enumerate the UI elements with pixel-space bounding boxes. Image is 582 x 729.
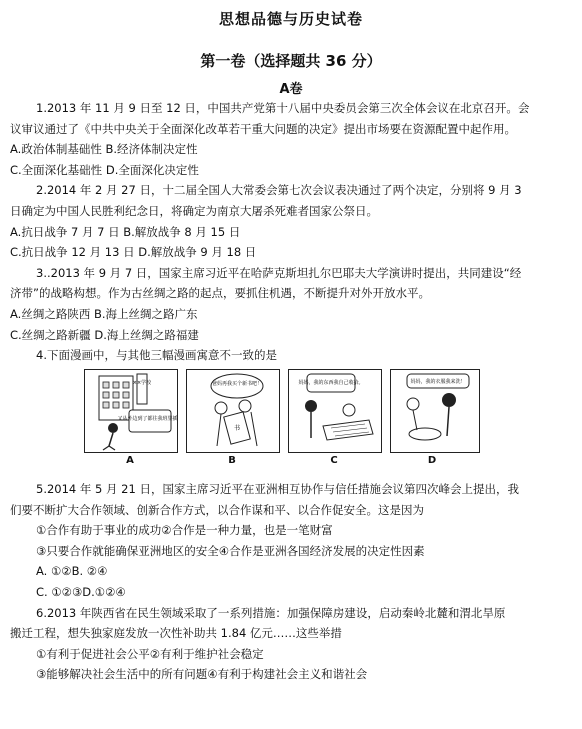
q5-options-ab: A. ①②B. ②④ — [36, 564, 108, 579]
q6-stem-line2: 搬迁工程，想失独家庭发放一次性补助共 1.84 亿元……这些举措 — [10, 626, 342, 641]
cartoon-c-label: C — [330, 455, 338, 466]
questions-top — [10, 98, 576, 366]
cartoon-c-bubble: 妈妈，我的东西我自己收拾。 — [298, 380, 364, 386]
q3-options-ab: A.丝绸之路陕西 B.海上丝绸之路广东 — [10, 306, 198, 321]
q1-stem-line2: 议审议通过了《中共中央关于全面深化改革若干重大问题的决定》提出市场要在资源配置中起作用。 — [10, 121, 516, 136]
cartoon-b-book: 书 — [233, 425, 241, 432]
cartoon-a-drawing — [85, 370, 177, 452]
q2-stem-line2: 日确定为中国人民胜利纪念日，将确定为南京大屠杀死难者国家公祭日。 — [10, 203, 378, 218]
cartoon-a-sign: ××学校 — [132, 380, 152, 386]
q5-stem-line1: 5.2014 年 5 月 21 日，国家主席习近平在亚洲相互协作与信任措施会议第四次峰会上提出，我 — [36, 482, 519, 496]
cartoon-b — [186, 369, 280, 453]
cartoon-a-label: A — [126, 455, 134, 466]
cartoon-d-label: D — [427, 455, 437, 466]
volume-heading: 第一卷（选择题共 36 分） — [200, 52, 382, 70]
q3-stem-line2: 济带”的战略构想。作为古丝绸之路的起点，要抓住机遇，不断提升对外开放水平。 — [10, 286, 430, 301]
q6-stem-line1: 6.2013 年陕西省在民生领域采取了一系列措施：加强保障房建设，启动秦岭北麓和渭北旱原 — [36, 605, 506, 620]
cartoon-b-label: B — [228, 455, 236, 466]
cartoon-b-bubble: 爸妈再我买个新书吧！ — [211, 381, 263, 387]
q4-stem: 4.下面漫画中，与其他三幅漫画寓意不一致的是 — [36, 348, 277, 363]
q2-options-ab: A.抗日战争 7 月 7 日 B.解放战争 8 月 15 日 — [10, 224, 241, 239]
q2-stem-line1: 2.2014 年 2 月 27 日，十二届全国人大常委会第七次会议表决通过了两个决定，分别将 9 月 3 — [36, 183, 522, 198]
q6-items-12: ①有利于促进社会公平②有利于维护社会稳定 — [36, 646, 264, 661]
q1-stem-line1: 1.2013 年 11 月 9 日至 12 日，中国共产党第十八届中央委员会第三次全体会议在北京召开。会 — [36, 101, 530, 115]
q1-options-ab: A.政治体制基础性 B.经济体制决定性 — [10, 142, 198, 157]
cartoon-d-drawing — [391, 370, 479, 452]
cartoon-panels — [84, 369, 480, 473]
section-heading: A卷 — [279, 82, 303, 97]
q6-items-34: ③能够解决社会生活中的所有问题④有利于构建社会主义和谐社会 — [36, 667, 368, 682]
exam-title: 思想品德与历史试卷 — [218, 10, 363, 28]
cartoon-b-drawing — [187, 370, 279, 452]
q5-stem-line2: 们要不断扩大合作领域、创新合作方式，以合作谋和平、以合作促安全。这是因为 — [10, 502, 424, 517]
q5-items-12: ①合作有助于事业的成功②合作是一种力量，也是一笔财富 — [36, 523, 333, 538]
q5-items-34: ③只要合作就能确保亚洲地区的安全④合作是亚洲各国经济发展的决定性因素 — [36, 543, 425, 558]
cartoon-d-bubble: 妈妈，我的衣服我来洗！ — [410, 379, 466, 385]
q5-options-cd: C. ①②③D.①②④ — [36, 584, 126, 599]
q3-stem-line1: 3..2013 年 9 月 7 日，国家主席习近平在哈萨克斯坦扎尔巴耶夫大学演讲时提出，共同建设“经 — [36, 265, 522, 280]
cartoon-d — [390, 369, 480, 453]
cartoon-a-bubble: 又从外边到了都往我班里插呀 — [117, 416, 177, 422]
q3-options-cd: C.丝绸之路新疆 D.海上丝绸之路福建 — [10, 327, 199, 342]
cartoon-c — [288, 369, 382, 453]
q2-options-cd: C.抗日战争 12 月 13 日 D.解放战争 9 月 18 日 — [10, 245, 257, 260]
cartoon-a — [84, 369, 178, 453]
q1-options-cd: C.全面深化基础性 D.全面深化决定性 — [10, 162, 199, 177]
questions-bottom — [10, 479, 576, 685]
cartoon-c-drawing — [289, 370, 381, 452]
